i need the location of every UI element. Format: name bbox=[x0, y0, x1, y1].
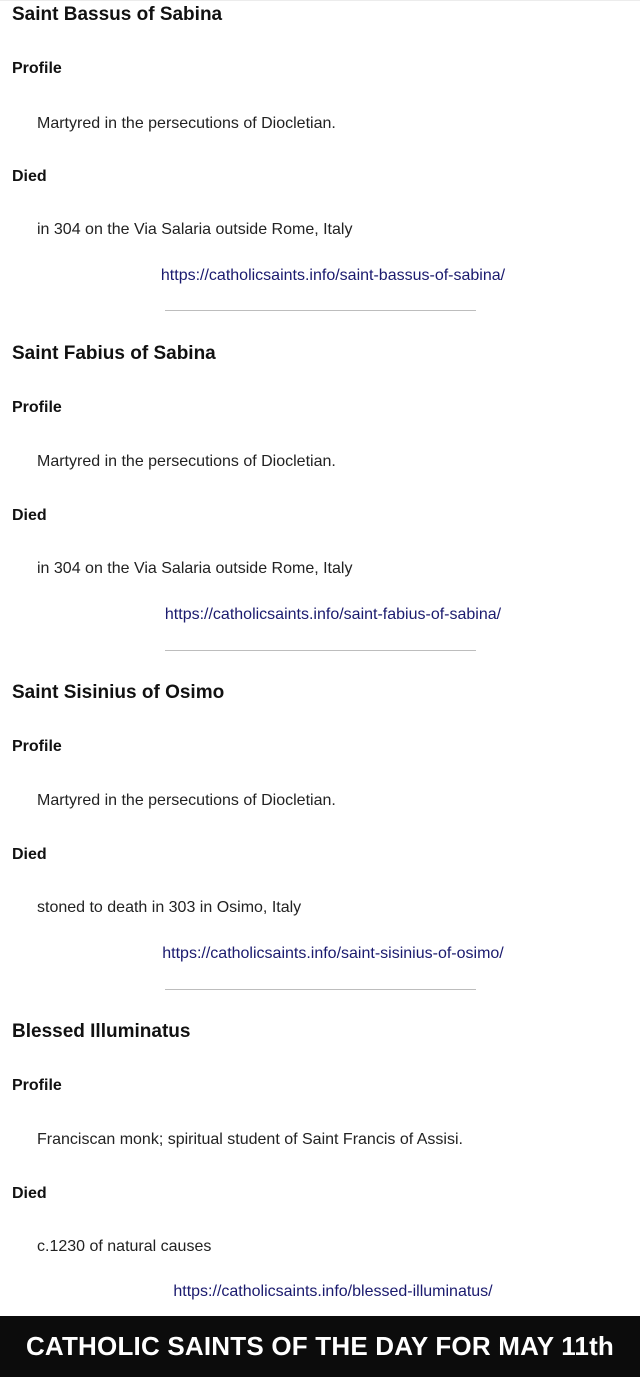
profile-text: Martyred in the persecutions of Diocletian. bbox=[37, 453, 336, 470]
profile-label: Profile bbox=[12, 738, 62, 755]
source-link-container bbox=[0, 267, 640, 285]
died-text: in 304 on the Via Salaria outside Rome, Italy bbox=[37, 560, 353, 577]
profile-label: Profile bbox=[12, 60, 62, 77]
entry-title: Saint Bassus of Sabina bbox=[12, 4, 223, 25]
died-label: Died bbox=[12, 168, 47, 185]
profile-label: Profile bbox=[12, 399, 62, 416]
died-label: Died bbox=[12, 1185, 47, 1202]
profile-text: Franciscan monk; spiritual student of Saint Francis of Assisi. bbox=[37, 1131, 463, 1148]
profile-text: Martyred in the persecutions of Diocletian. bbox=[37, 792, 336, 809]
source-link-container bbox=[0, 945, 640, 963]
profile-label: Profile bbox=[12, 1077, 62, 1094]
source-link[interactable]: https://catholicsaints.info/blessed-illuminatus/ bbox=[173, 1283, 493, 1300]
source-link-container bbox=[0, 606, 640, 624]
entry-separator bbox=[165, 989, 476, 990]
died-label: Died bbox=[12, 507, 47, 524]
entry-title: Saint Sisinius of Osimo bbox=[12, 682, 225, 703]
source-link[interactable]: https://catholicsaints.info/saint-bassus-of-sabina/ bbox=[160, 267, 506, 284]
banner-text: CATHOLIC SAINTS OF THE DAY FOR MAY 11th bbox=[25, 1331, 615, 1361]
entry-title: Blessed Illuminatus bbox=[12, 1021, 191, 1042]
entry-separator bbox=[165, 310, 476, 311]
died-text: in 304 on the Via Salaria outside Rome, Italy bbox=[37, 221, 353, 238]
entry-separator bbox=[165, 650, 476, 651]
top-divider bbox=[0, 0, 640, 1]
died-text: c.1230 of natural causes bbox=[37, 1238, 212, 1255]
title-banner bbox=[0, 1316, 640, 1377]
died-label: Died bbox=[12, 846, 47, 863]
source-link[interactable]: https://catholicsaints.info/saint-sisinius-of-osimo/ bbox=[162, 945, 504, 962]
died-text: stoned to death in 303 in Osimo, Italy bbox=[37, 899, 302, 916]
source-link-container bbox=[0, 1283, 640, 1301]
profile-text: Martyred in the persecutions of Diocletian. bbox=[37, 115, 336, 132]
source-link[interactable]: https://catholicsaints.info/saint-fabius-of-sabina/ bbox=[164, 606, 502, 623]
entry-title: Saint Fabius of Sabina bbox=[12, 343, 216, 364]
